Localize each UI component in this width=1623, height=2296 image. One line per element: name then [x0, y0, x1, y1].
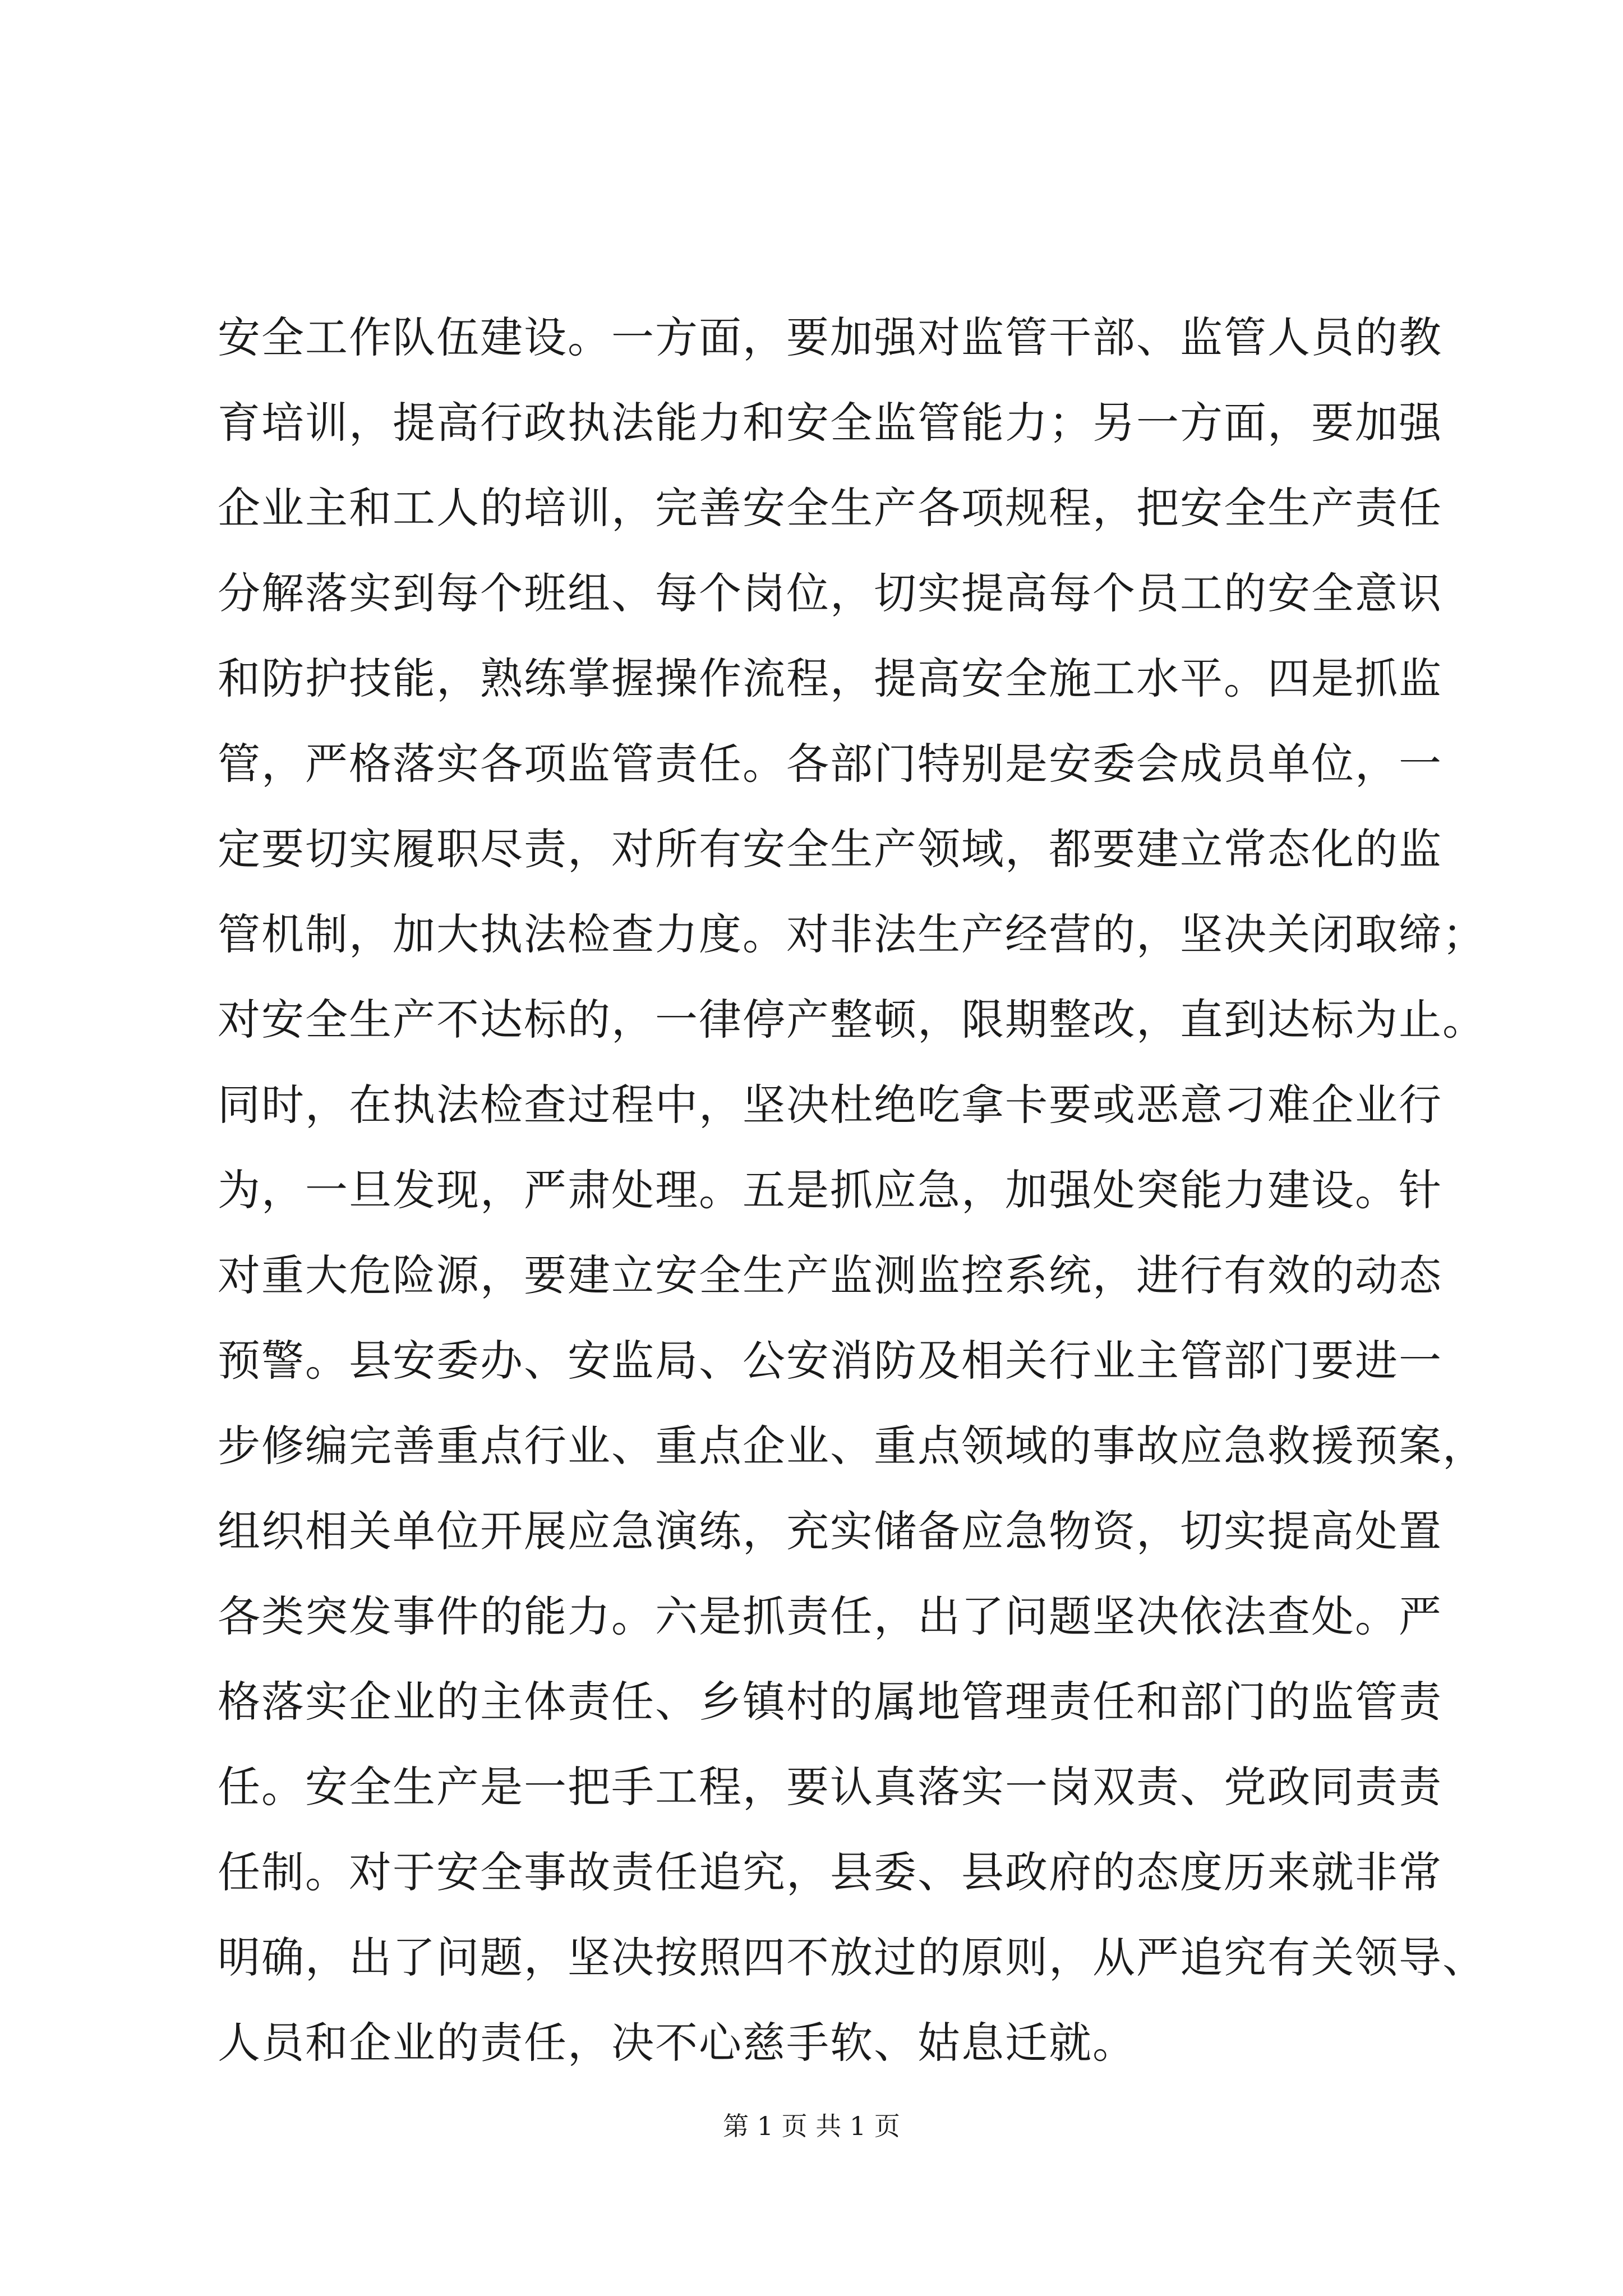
text-line: 分解落实到每个班组、每个岗位，切实提高每个员工的安全意识: [218, 568, 1442, 618]
text-line: 管，严格落实各项监管责任。各部门特别是安委会成员单位，一: [218, 739, 1442, 789]
text-line: 育培训，提高行政执法能力和安全监管能力；另一方面，要加强: [218, 398, 1442, 448]
text-line: 定要切实履职尽责，对所有安全生产领域，都要建立常态化的监: [218, 824, 1442, 874]
text-line: 预警。县安委办、安监局、公安消防及相关行业主管部门要进一: [218, 1336, 1442, 1386]
text-line: 人员和企业的责任，决不心慈手软、姑息迁就。: [218, 2018, 1136, 2068]
page-footer: 第 1 页 共 1 页: [723, 2111, 900, 2141]
text-line: 明确，出了问题，坚决按照四不放过的原则，从严追究有关领导、: [218, 1932, 1486, 1982]
text-line: 任。安全生产是一把手工程，要认真落实一岗双责、党政同责责: [218, 1762, 1442, 1812]
text-line: 对安全生产不达标的，一律停产整顿，限期整改，直到达标为止。: [218, 995, 1486, 1045]
text-line: 企业主和工人的培训，完善安全生产各项规程，把安全生产责任: [218, 483, 1442, 533]
text-line: 对重大危险源，要建立安全生产监测监控系统，进行有效的动态: [218, 1250, 1442, 1300]
text-line: 组织相关单位开展应急演练，充实储备应急物资，切实提高处置: [218, 1506, 1442, 1556]
text-line: 任制。对于安全事故责任追究，县委、县政府的态度历来就非常: [218, 1847, 1442, 1897]
text-line: 同时，在执法检查过程中，坚决杜绝吃拿卡要或恶意刁难企业行: [218, 1080, 1442, 1130]
text-line: 管机制，加大执法检查力度。对非法生产经营的，坚决关闭取缔；: [218, 909, 1486, 959]
text-line: 各类突发事件的能力。六是抓责任，出了问题坚决依法查处。严: [218, 1591, 1442, 1641]
text-line: 和防护技能，熟练掌握操作流程，提高安全施工水平。四是抓监: [218, 654, 1442, 703]
text-line: 为，一旦发现，严肃处理。五是抓应急，加强处突能力建设。针: [218, 1165, 1442, 1215]
body-text: [218, 295, 1486, 2086]
text-line: 安全工作队伍建设。一方面，要加强对监管干部、监管人员的教: [218, 312, 1442, 362]
text-line: 步修编完善重点行业、重点企业、重点领域的事故应急救援预案，: [218, 1421, 1486, 1471]
text-line: 格落实企业的主体责任、乡镇村的属地管理责任和部门的监管责: [218, 1677, 1442, 1727]
